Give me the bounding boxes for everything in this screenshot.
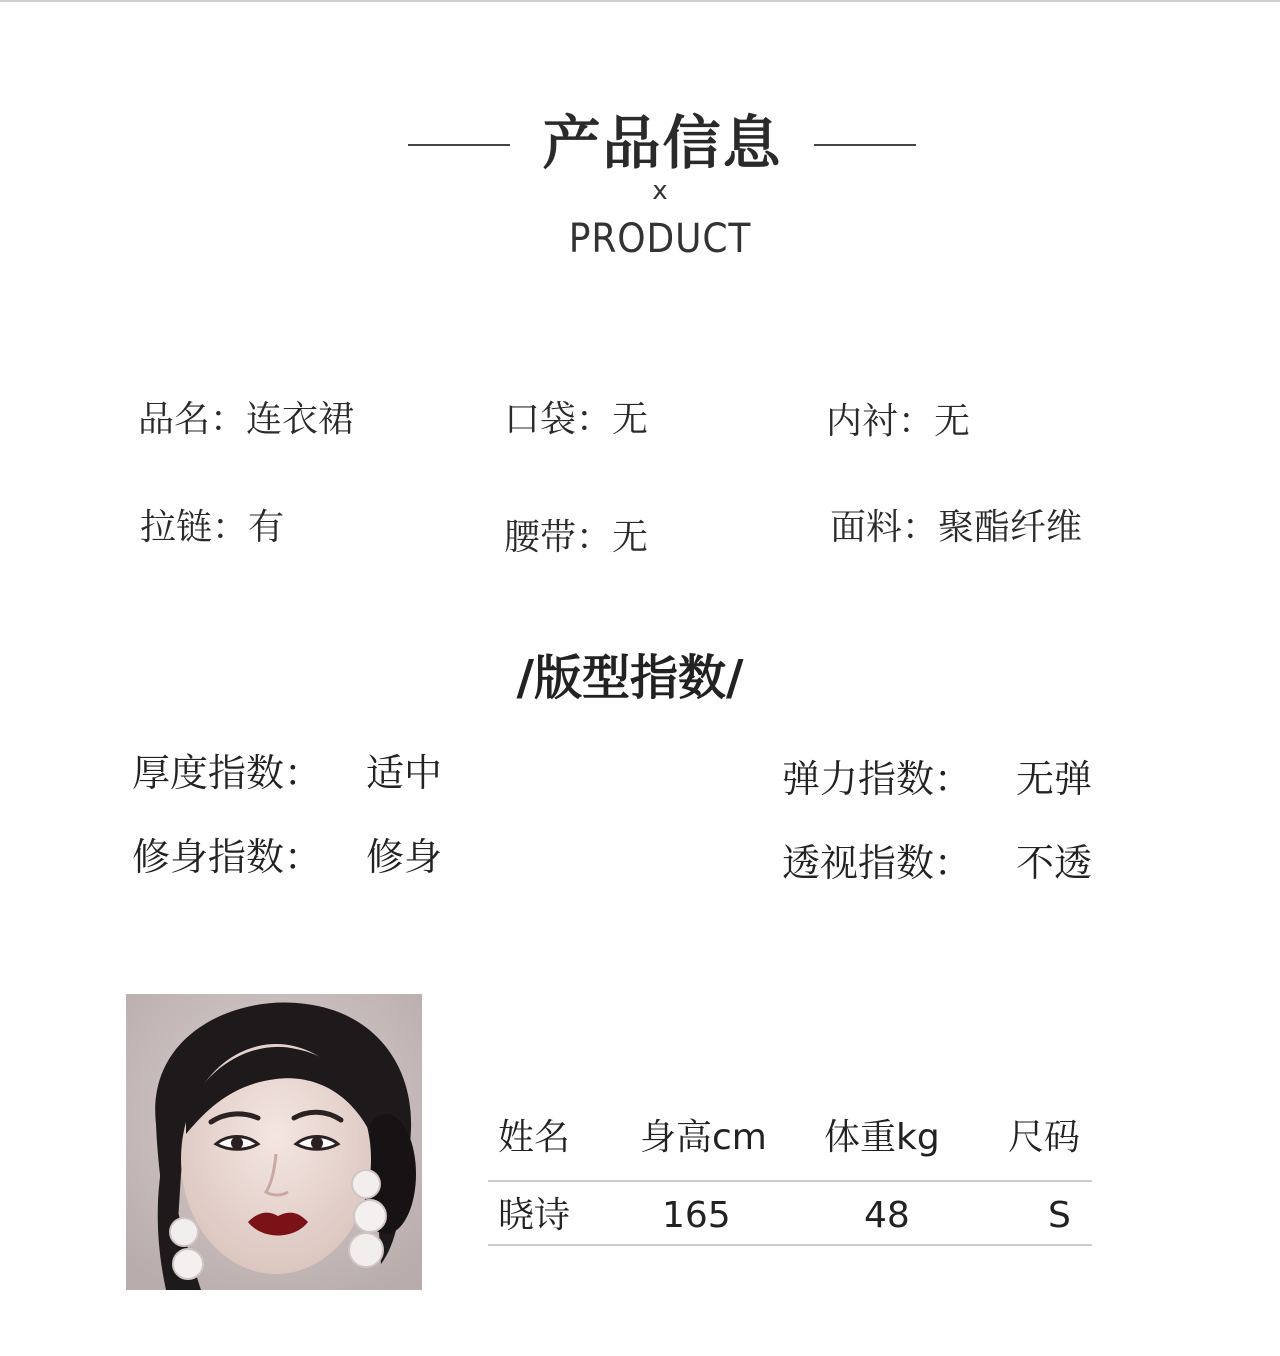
transparency-index-value: 不透 [1016, 841, 1093, 885]
attr-product-name: 品名：连衣裙 [138, 399, 355, 440]
top-divider [0, 0, 1280, 2]
thickness-index-label: 厚度指数： [132, 751, 323, 795]
attr-zipper: 拉链：有 [140, 507, 285, 548]
table-header-divider [488, 1180, 1092, 1182]
attr-pocket: 口袋：无 [504, 399, 649, 440]
table-cell-size: S [1048, 1195, 1071, 1236]
fit-index-title: /版型指数/ [516, 650, 744, 706]
page-title: 产品信息 [542, 109, 783, 177]
thickness-index-value: 适中 [366, 751, 443, 795]
table-header-weight: 体重kg [824, 1117, 940, 1158]
transparency-index-label: 透视指数： [782, 841, 973, 885]
fit-slim-index-label: 修身指数： [132, 835, 323, 879]
header-left-line [408, 144, 510, 146]
table-header-size: 尺码 [1008, 1117, 1081, 1158]
header-x-mark: x [652, 176, 668, 206]
table-bottom-divider [488, 1244, 1092, 1246]
model-photo [126, 994, 422, 1290]
header-right-line [814, 144, 916, 146]
header [0, 108, 1280, 178]
fit-slim-index-value: 修身 [366, 835, 443, 879]
model-portrait-image [126, 994, 422, 1290]
table-cell-height: 165 [662, 1195, 731, 1236]
table-header-height: 身高cm [640, 1117, 767, 1158]
table-cell-weight: 48 [864, 1195, 910, 1236]
attr-belt: 腰带：无 [504, 517, 649, 558]
table-cell-name: 晓诗 [498, 1195, 571, 1236]
attr-fabric: 面料：聚酯纤维 [830, 507, 1083, 548]
table-header-name: 姓名 [498, 1117, 571, 1158]
elasticity-index-value: 无弹 [1016, 757, 1093, 801]
attr-lining: 内衬：无 [826, 401, 971, 442]
page-subtitle: PRODUCT [568, 216, 752, 262]
elasticity-index-label: 弹力指数： [782, 757, 973, 801]
